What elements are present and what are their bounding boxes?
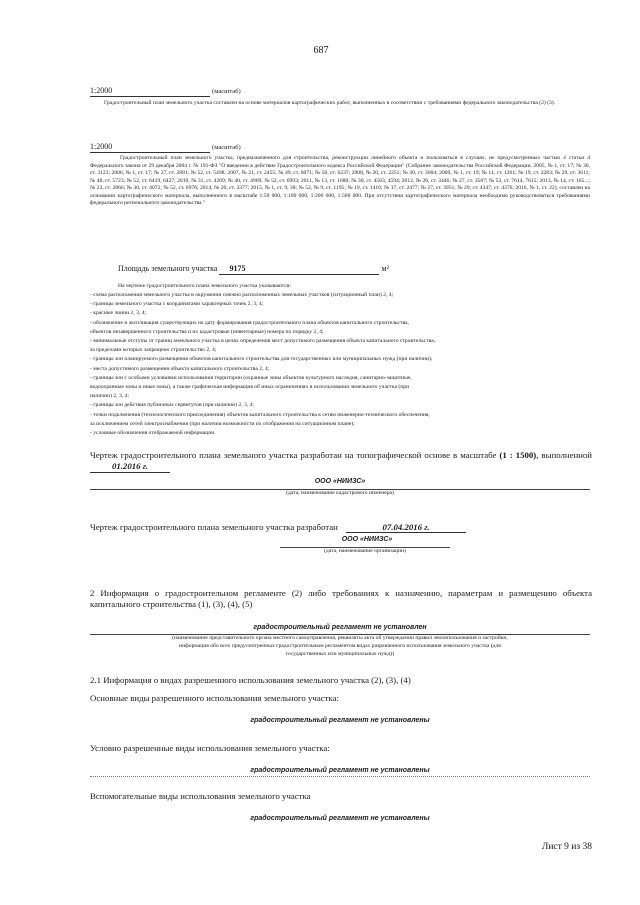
plan-items-list (90, 291, 590, 438)
scale-block-2 (90, 142, 241, 153)
conditional-uses-value: градостроительный регламент не установлены (250, 767, 430, 774)
plan-item: - схема расположения земельного участка в окружении смежно расположенных земельных участков (ситуационный план) 2, 4; (90, 292, 394, 298)
drawing-1-scale: (1 : 1500) (499, 450, 537, 460)
auxiliary-uses-label: Вспомогательные виды использования земельного участка (90, 791, 311, 801)
dotted-line (90, 776, 590, 777)
scale-block-1 (90, 86, 241, 97)
scale-value-1: 1:2000 (90, 86, 210, 97)
conditional-uses-label: Условно разрешенные виды использования земельного участка: (90, 743, 330, 753)
plan-items-intro: На чертеже градостроительного плана земельного участка указываются: (118, 283, 291, 289)
scale-note-2: Градостроительный план земельного участка, предназначенного для строительства, реконструкции линейного объекта и пользоваться в случаях, не предусмотренных частью 4 статьи 4 Федерального закона от 29 декабря 2004 г. № 191-ФЗ "О введении в действие Градостроительного кодекса Российской Федерации" (Собрание законодательства Российской Федерации, 2005, № 1, ст. 17; № 30, ст. 3122; 2006, № 1, ст. 17; № 27, ст. 2881; № 52, ст. 5498; 2007, № 21, ст. 2455; № 49, ст. 6071; № 50, ст. 6237; 2008, № 20, ст. 2251; № 30, ст. 3604; 2009, № 1, ст. 19; № 11, ст. 1261; № 19, ст. 2283; № 29, ст. 3611; № 48, ст. 5723; № 52, ст. 6419, 6427; 2010, № 31, ст. 4209; № 40, ст. 4969; № 52, ст. 6993; 2011, № 13, ст. 1688; № 30, ст. 4563, 4594; 2012, № 26, ст. 3446; № 27, ст. 3587; № 53, ст. 7614, 7615; 2013, № 14, ст. 165...; № 23, ст. 2866; № 30, ст. 4072; № 52, ст. 6976; 2014, № 26, ст. 3377; 2015, № 1, ст. 9, 38; № 52, № 9, ст. 1195; № 19, ст. 1416; № 17, ст. 2477; № 27, ст. 3951; № 29, ст. 4347; ст. 4376; 2016, № 1, ст. 22), составлен на основании картографического материала, выполненного в масштабе 1:50 000, 1:100 000, 1:200 000, 1:500 000. При отсутствии картографического материала необходимо руководствоваться требованиями федерального регионального законодательства." (90, 155, 590, 206)
auxiliary-uses-value: градостроительный регламент не установлены (250, 815, 430, 822)
scale-value-2: 1:2000 (90, 142, 210, 153)
plan-item: за пределами которых запрещено строительство 2, 4; (90, 347, 217, 354)
plan-item: объектов незавершенного строительства и их кадастровые (инвентарные) номера по порядку 2, 4; (90, 328, 324, 335)
drawing-2-org: ООО «НИИЗС» (341, 536, 393, 543)
section-2-caption-2: информация обо всех предусмотренных градостроительным регламентом видах разрешенного использования земельного участка (для (179, 643, 501, 649)
scale-label-2: (масштаб) (212, 144, 241, 151)
drawing-1-caption: (дата, наименование кадастрового инженера) (286, 490, 394, 496)
plan-item: - границы зон планируемого размещения объектов капитального строительства для государственных или муниципальных нужд (при наличии); (90, 356, 433, 363)
drawing-2-text-row (90, 522, 592, 533)
main-uses-label: Основные виды разрешенного использования земельного участка: (90, 693, 339, 703)
main-uses-value: градостроительный регламент не установлены (250, 717, 430, 724)
scale-note-1: Градостроительный план земельного участка составлен на основе материалов картографических работ, выполненных в соответствии с требованиями федерального законодательства (2) (3). (104, 100, 556, 106)
scale-label-1: (масштаб) (212, 88, 241, 95)
section-2-heading: 2 Информация о градостроительном регламенте (2) либо требованиях к назначению, параметрам и размещению объекта капитального строительства (1), (3), (4), (5) (90, 588, 592, 609)
area-unit: м² (381, 264, 389, 273)
drawing-2-date: 07.04.2016 г. (346, 522, 466, 533)
drawing-1-text (90, 450, 592, 473)
drawing-1-date: 01.2016 г. (90, 461, 170, 473)
area-label: Площадь земельного участка (118, 264, 218, 273)
plan-item: - точки подключения (технологического присоединения) объектов капитального строительства к сетям инженерно-технического обеспечения, (90, 411, 430, 418)
plan-item: - границы зон с особыми условиями использования территории (охранные зоны объектов культурного наследия, санитарно-защитные, (90, 374, 412, 381)
plan-item: - условные обозначения отображаемой информации. (90, 430, 216, 437)
section-2-regulation-status: градостроительный регламент не установлен (253, 624, 427, 631)
plan-item: - границы зон действия публичных сервитутов (при наличии) 2, 3, 4; (90, 402, 254, 409)
area-row (118, 264, 448, 275)
section-2-caption-1: (наименование представительного органа местного самоуправления, реквизиты акта об утверждении правил землепользования и застройки, (172, 635, 508, 641)
section-2-caption-3: государственных или муниципальных нужд)) (285, 651, 395, 657)
plan-item: - красные линии 2, 3, 4; (90, 310, 147, 317)
plan-item: водоохранные зоны и иные зоны), а также графическая информация об иных ограничениях в использовании земельного участка (при (90, 384, 410, 391)
plan-item: за исключением сетей электроснабжения (при наличии возможности их отображения на ситуационном плане); (90, 420, 355, 427)
drawing-1-org: ООО «НИИЗС» (314, 478, 366, 485)
drawing-2-caption: (дата, наименование организации) (324, 548, 406, 554)
drawing-1-text-part1: Чертеж градостроительного плана земельного участка разработан на топографической основе в масштабе (90, 450, 497, 460)
section-2-1-heading: 2.1 Информация о видах разрешенного использования земельного участка (2), (3), (4) (90, 675, 411, 685)
plan-item: - обозначение и экспликация существующих на дату формирования градостроительного плана объектов капитального строительства, (90, 319, 409, 326)
plan-item: - границы земельного участка с координатами характерных точек 2, 3, 4; (90, 301, 264, 308)
plan-item: - минимальные отступы от границ земельного участка в целях определения мест допустимого размещения объекта капитального строительства, (90, 338, 436, 345)
sheet-number: Лист 9 из 38 (541, 842, 592, 852)
drawing-2-text: Чертеж градостроительного плана земельного участка разработан (90, 522, 338, 532)
area-value: 9175 (219, 264, 379, 275)
plan-item: наличии) 2, 3, 4; (90, 393, 129, 400)
page-number: 687 (313, 45, 329, 56)
plan-item: - места допустимого размещения объекта капитального строительства 2, 4; (90, 365, 270, 372)
drawing-1-text-part2: , выполненной (536, 450, 592, 460)
